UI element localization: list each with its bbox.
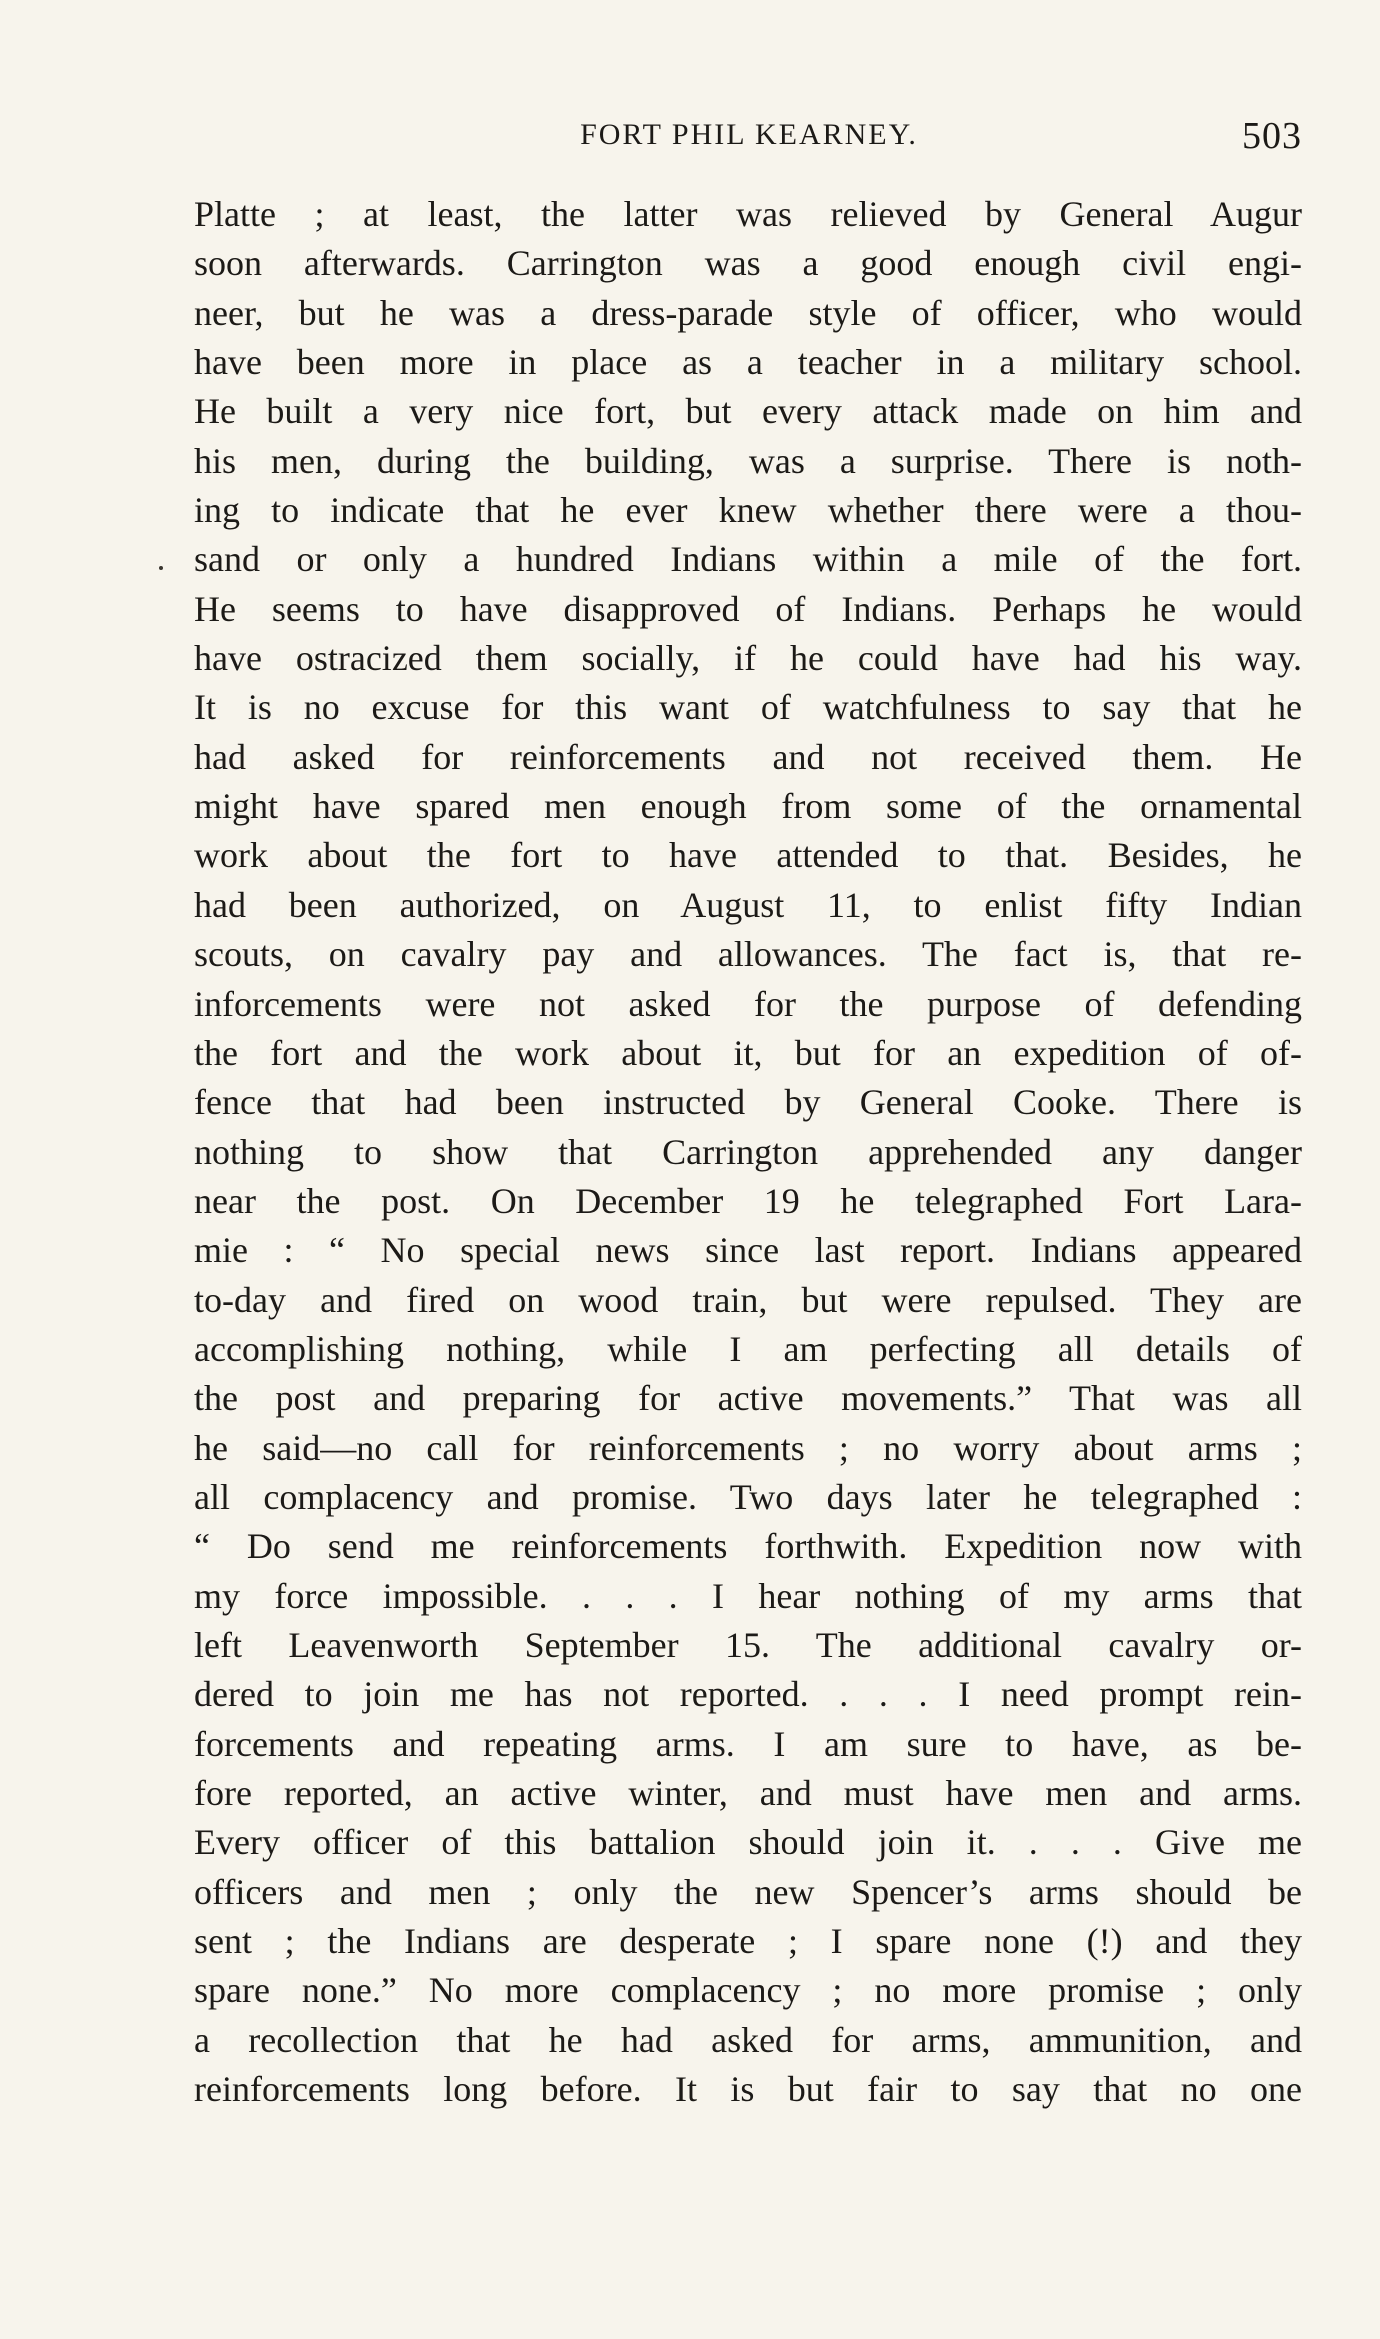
body-text	[194, 190, 1302, 2114]
text-line: my force impossible. . . . I hear nothing of my arms that	[194, 1575, 1302, 1616]
text-line: the fort and the work about it, but for an expedition of of-	[194, 1032, 1302, 1073]
text-line: to-day and fired on wood train, but were repulsed. They are	[194, 1279, 1302, 1320]
text-line: spare none.” No more complacency ; no more promise ; only	[194, 1970, 1302, 2011]
text-line: have ostracized them socially, if he could have had his way.	[194, 638, 1302, 679]
text-line: sand or only a hundred Indians within a mile of the fort.	[194, 539, 1302, 580]
text-line: He built a very nice fort, but every attack made on him and	[194, 391, 1302, 432]
text-line: reinforcements long before. It is but fair to say that no one	[194, 2069, 1302, 2110]
text-line: might have spared men enough from some of the ornamental	[194, 786, 1302, 827]
text-line: left Leavenworth September 15. The additional cavalry or-	[194, 1624, 1302, 1665]
text-line: “ Do send me reinforcements forthwith. Expedition now with	[194, 1526, 1302, 1567]
text-line: nothing to show that Carrington apprehended any danger	[194, 1131, 1302, 1172]
text-line: the post and preparing for active movements.” That was all	[194, 1378, 1302, 1419]
text-line: work about the fort to have attended to that. Besides, he	[194, 835, 1302, 876]
text-line: officers and men ; only the new Spencer’s arms should be	[194, 1871, 1302, 1912]
text-line: sent ; the Indians are desperate ; I spare none (!) and they	[194, 1921, 1302, 1962]
text-line: have been more in place as a teacher in a military school.	[194, 342, 1302, 383]
text-line: he said—no call for reinforcements ; no worry about arms ;	[194, 1427, 1302, 1468]
text-line: had been authorized, on August 11, to enlist fifty Indian	[194, 884, 1302, 925]
text-line: fore reported, an active winter, and must have men and arms.	[194, 1773, 1302, 1813]
text-line: soon afterwards. Carrington was a good enough civil engi-	[194, 243, 1302, 284]
text-line: Platte ; at least, the latter was relieved by General Augur	[194, 194, 1302, 234]
text-line: dered to join me has not reported. . . . I need prompt rein-	[194, 1674, 1302, 1715]
text-line: ing to indicate that he ever knew whether there were a thou-	[194, 490, 1302, 531]
text-line: accomplishing nothing, while I am perfecting all details of	[194, 1328, 1302, 1369]
running-head	[196, 112, 1302, 162]
text-line: It is no excuse for this want of watchfulness to say that he	[194, 687, 1302, 728]
text-line: mie : “ No special news since last report. Indians appeared	[194, 1230, 1302, 1271]
text-line: inforcements were not asked for the purpose of defending	[194, 983, 1302, 1024]
text-line: had asked for reinforcements and not received them. He	[194, 736, 1302, 777]
text-line: his men, during the building, was a surprise. There is noth-	[194, 440, 1302, 481]
text-line: forcements and repeating arms. I am sure to have, as be-	[194, 1723, 1302, 1764]
text-line: neer, but he was a dress-parade style of officer, who would	[194, 292, 1302, 333]
page-number: 503	[1242, 115, 1302, 157]
ink-speck	[159, 566, 163, 570]
text-line: all complacency and promise. Two days later he telegraphed :	[194, 1476, 1302, 1517]
text-line: scouts, on cavalry pay and allowances. The fact is, that re-	[194, 934, 1302, 975]
text-line: a recollection that he had asked for arms, ammunition, and	[194, 2019, 1302, 2060]
text-line: He seems to have disapproved of Indians. Perhaps he would	[194, 588, 1302, 629]
text-line: fence that had been instructed by General Cooke. There is	[194, 1082, 1302, 1123]
text-line: Every officer of this battalion should join it. . . . Give me	[194, 1822, 1302, 1863]
text-line: near the post. On December 19 he telegraphed Fort Lara-	[194, 1180, 1302, 1221]
running-title: FORT PHIL KEARNEY.	[580, 118, 918, 151]
